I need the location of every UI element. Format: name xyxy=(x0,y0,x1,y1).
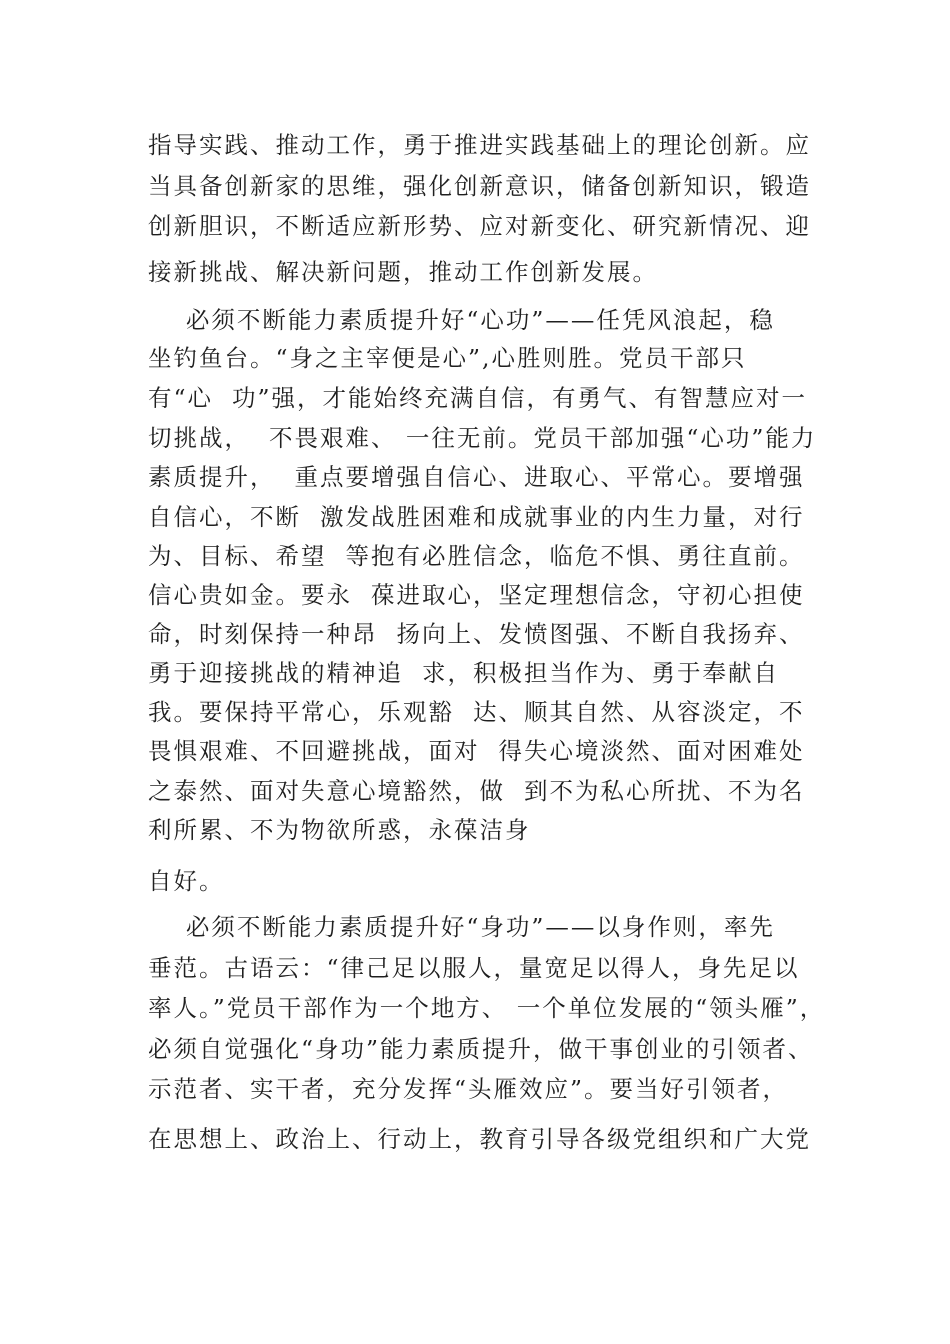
text-line: 畏惧艰难、不回避挑战，面对 得失心境淡然、面对困难处 xyxy=(148,737,805,765)
text-line: 为、目标、希望 等抱有必胜信念，临危不惧、勇往直前。 xyxy=(148,542,805,570)
text-line: 信心贵如金。要永 葆进取心，坚定理想信念，守初心担使 xyxy=(148,581,805,609)
text-line: 勇于迎接挑战的精神追 求，积极担当作为、勇于奉献自 xyxy=(148,659,779,687)
text-line: 必须自觉强化“身功”能力素质提升，做干事创业的引领者、 xyxy=(148,1035,814,1063)
text-line: 我。要保持平常心，乐观豁 达、顺其自然、从容淡定，不 xyxy=(148,698,805,726)
text-line: 率人。”党员干部作为一个地方、 一个单位发展的“领头雁”， xyxy=(148,994,826,1022)
text-line: 命，时刻保持一种昂 扬向上、发愤图强、不断自我扬弃、 xyxy=(148,620,805,648)
text-line: 示范者、实干者，充分发挥“头雁效应”。要当好引领者， xyxy=(148,1075,789,1103)
text-line: 自好。 xyxy=(148,867,225,895)
text-line: 指导实践、推动工作，勇于推进实践基础上的理论创新。应 xyxy=(148,131,811,159)
text-line: 之泰然、面对失意心境豁然，做 到不为私心所扰、不为名 xyxy=(148,777,805,805)
paragraph-start-line: 必须不断能力素质提升好“身功”——以身作则，率先 xyxy=(148,913,775,941)
text-line: 利所累、不为物欲所惑，永葆洁身 xyxy=(148,816,531,844)
text-line: 有“心 功”强，才能始终充满自信，有勇气、有智慧应对一 xyxy=(148,384,807,412)
text-line: 接新挑战、解决新问题，推动工作创新发展。 xyxy=(148,258,658,286)
text-line: 切挑战， 不畏艰难、 一往无前。党员干部加强“心功”能力 xyxy=(148,424,817,452)
text-line: 垂范。古语云：“律己足以服人，量宽足以得人，身先足以 xyxy=(148,954,800,982)
text-line: 自信心，不断 激发战胜困难和成就事业的内生力量，对行 xyxy=(148,503,805,531)
text-line: 素质提升， 重点要增强自信心、进取心、平常心。要增强 xyxy=(148,463,805,491)
paragraph-start-line: 必须不断能力素质提升好“心功”——任凭风浪起，稳 xyxy=(148,306,775,334)
text-line: 在思想上、政治上、行动上，教育引导各级党组织和广大党 xyxy=(148,1125,811,1153)
text-line: 创新胆识，不断适应新形势、应对新变化、研究新情况、迎 xyxy=(148,212,811,240)
text-line: 坐钓鱼台。“身之主宰便是心”,心胜则胜。党员干部只 xyxy=(148,344,747,372)
text-line: 当具备创新家的思维，强化创新意识，储备创新知识，锻造 xyxy=(148,172,811,200)
